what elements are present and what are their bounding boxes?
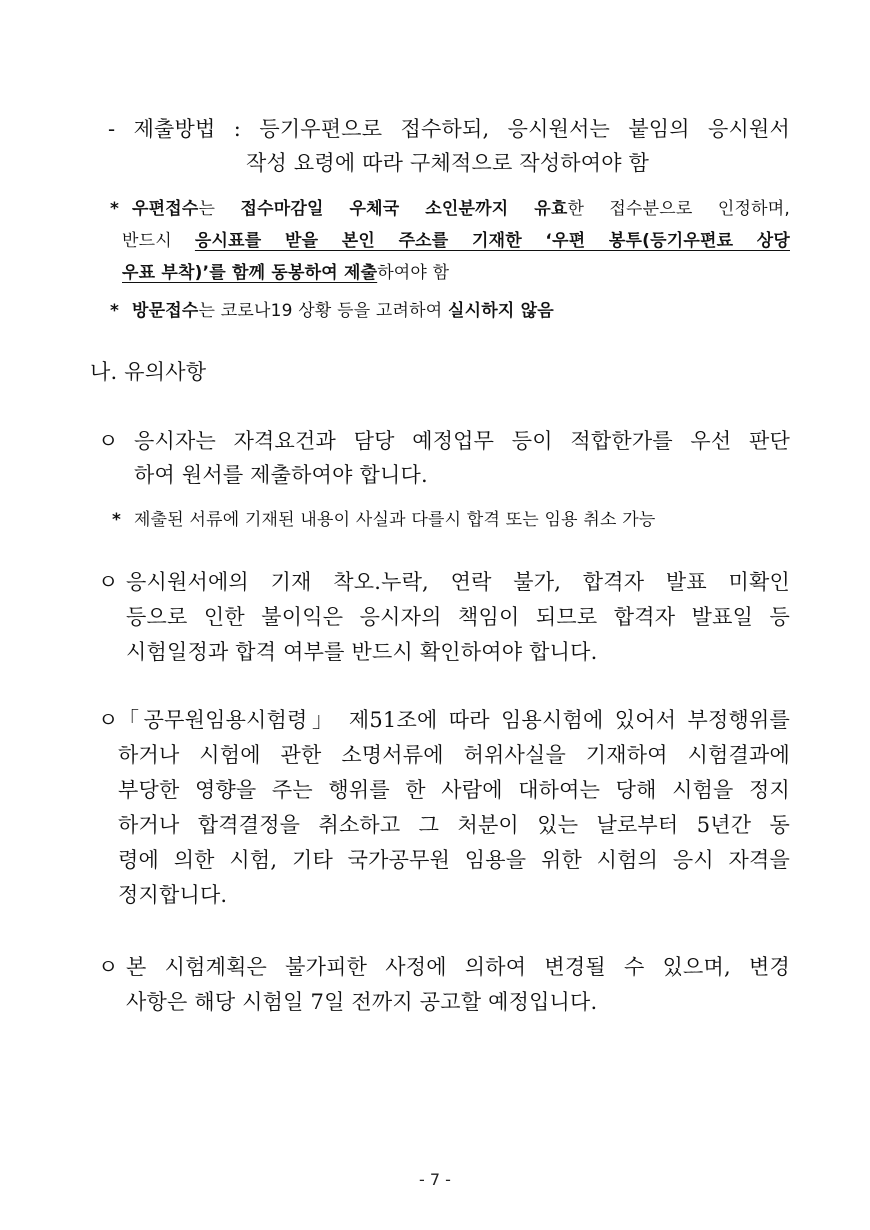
postal-note-envelope: 응시표를 받을 본인 주소를 기재한 ‘우편 봉투(등기우편료 상당	[194, 231, 790, 251]
notice-bullet: ㅇ	[98, 570, 119, 594]
visit-note-star: *	[110, 301, 120, 321]
postal-note-text-3: 반드시	[122, 231, 195, 251]
postal-note-star: *	[110, 199, 120, 219]
notice-2-line-3: 시험일정과 합격 여부를 반드시 확인하여야 합니다.	[126, 640, 598, 664]
sub-note-star: *	[112, 510, 122, 530]
postal-note-stamp: 우표 부착)’를 함께 동봉하여 제출	[122, 263, 378, 283]
notice-2-line-2: 등으로 인한 불이익은 응시자의 책임이 되므로 합격자 발표일 등	[126, 605, 790, 629]
postal-note-text-1: 는	[198, 199, 241, 219]
notice-1-line-1: 응시자는 자격요건과 담당 예정업무 등이 적합한가를 우선 판단	[134, 429, 790, 453]
page-number: - 7 -	[419, 1170, 451, 1189]
postal-note-line-3	[122, 258, 449, 288]
submission-method-line-1: - 제출방법 : 등기우편으로 접수하되, 응시원서는 붙임의 응시원서	[108, 117, 790, 141]
section-heading: 나. 유의사항	[90, 360, 207, 384]
notice-4-line-2: 사항은 해당 시험일 7일 전까지 공고할 예정입니다.	[126, 990, 598, 1014]
visit-note-not-held: 실시하지 않음	[448, 301, 554, 321]
visit-note-line	[132, 296, 554, 326]
postal-note-deadline: 접수마감일 우체국 소인분까지 유효	[240, 199, 568, 219]
postal-note-line-1	[132, 194, 790, 224]
postal-note-term: 우편접수	[132, 199, 199, 219]
visit-note-text: 는 코로나19 상황 등을 고려하여	[198, 301, 449, 321]
notice-4-line-1: 본 시험계획은 불가피한 사정에 의하여 변경될 수 있으며, 변경	[126, 955, 790, 979]
visit-note-term: 방문접수	[132, 301, 199, 321]
notice-bullet: ㅇ	[98, 708, 119, 732]
notice-bullet: ㅇ	[98, 955, 119, 979]
postal-note-text-2: 한 접수분으로 인정하며,	[567, 199, 790, 219]
postal-note-text-4: 하여야 함	[377, 263, 450, 283]
postal-note-line-2	[122, 226, 790, 256]
notice-1-line-2: 하여 원서를 제출하여야 합니다.	[134, 463, 428, 487]
sub-note-text: 제출된 서류에 기재된 내용이 사실과 다를시 합격 또는 임용 취소 가능	[134, 510, 656, 530]
notice-3-line-5: 령에 의한 시험, 기타 국가공무원 임용을 위한 시험의 응시 자격을	[118, 848, 790, 872]
submission-method-line-2: 작성 요령에 따라 구체적으로 작성하여야 함	[246, 151, 650, 175]
notice-bullet: ㅇ	[98, 429, 119, 453]
notice-2-line-1: 응시원서에의 기재 착오.누락, 연락 불가, 합격자 발표 미확인	[126, 570, 790, 594]
notice-3-line-1: 「공무원임용시험령」 제51조에 따라 임용시험에 있어서 부정행위를	[118, 708, 790, 732]
notice-3-line-3: 부당한 영향을 주는 행위를 한 사람에 대하여는 당해 시험을 정지	[118, 778, 790, 802]
notice-3-line-2: 하거나 시험에 관한 소명서류에 허위사실을 기재하여 시험결과에	[118, 743, 790, 767]
notice-3-line-6: 정지합니다.	[118, 883, 228, 907]
notice-3-line-4: 하거나 합격결정을 취소하고 그 처분이 있는 날로부터 5년간 동	[118, 813, 790, 837]
